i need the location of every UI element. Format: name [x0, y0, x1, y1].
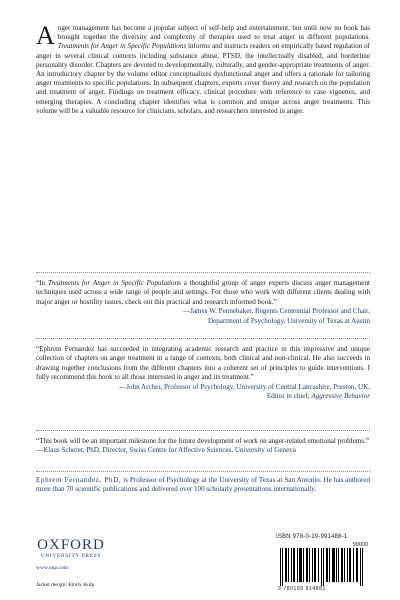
quote-attribution: —James W. Pennebaker, Regents Centennial Professor and Chair,: [183, 307, 370, 316]
author-name: Ephrem Fernandez, PhD,: [36, 476, 122, 484]
attribution-role: Editor in chief,: [266, 392, 312, 401]
divider: [36, 430, 370, 431]
logo-main-text: OXFORD: [37, 537, 105, 553]
divider: [36, 471, 370, 472]
quote-attribution: —John Archer, Professor of Psychology, University of Central Lancashire, Preston, UK,: [119, 382, 370, 391]
quote-attribution: —Klaus Scherer, PhD, Director, Swiss Centre for Affective Sciences, University of Geneva: [36, 446, 296, 455]
quote-attribution-affiliation: Department of Psychology, University of Texas at Austin: [207, 316, 370, 325]
attribution-journal: Aggressive Behavior: [311, 392, 370, 401]
author-bio: [36, 476, 370, 495]
quote-text: a thoughtful group of anger experts discuss anger management techniques used across a wide range of people and settings. For those who work with different clients dealing with major anger or hostility issues, check out this practical and research informed book.”: [36, 279, 370, 306]
divider: [36, 338, 370, 339]
description-book-title: Treatments for Anger in Specific Populations: [57, 42, 187, 51]
price-code: 90000: [352, 542, 368, 548]
endorsement-archer: [36, 345, 370, 401]
endorsement-pennebaker: [36, 279, 370, 326]
description-text-2: informs and instructs readers on empirically based regulation of anger in several clinical contexts including substance abuse, PTSD, the intellectually disabled, and borderline personality disorder. Chapters are devoted to developmentally, culturally, and gender-appropriate treatments of anger. An introductory chapter by the volume editor conceptualizes dysfunctional anger and offers a rationale for tailoring anger treatments to specific populations. In subsequent chapters, experts cover theory and research on the population and treatment of anger. Findings on treatment efficacy, clinical procedure with reference to case vignettes, and emerging therapies. A concluding chapter identifies what is common and unique across anger treatments. This volume will be a valuable resource for clinicians, scholars, and researchers interested in anger.: [36, 42, 370, 115]
quote-attribution-affiliation: [36, 392, 370, 401]
divider: [36, 272, 370, 273]
quote-open: “In: [36, 279, 48, 287]
endorsement-scherer: [36, 437, 370, 456]
isbn-barcode-block: [276, 534, 370, 596]
barcode-icon: [278, 548, 368, 586]
dropcap-letter: A: [36, 21, 55, 50]
barcode-digits: 9 780199 914881: [278, 586, 326, 592]
quote-text: “Ephrem Fernandez has succeeded in integrating academic research and practice in this impressive and unique collection of chapters on anger treatment in a range of contexts, both clinical and non-clinical. He also succeeds in drawing together conclusions from the different chapters into a coherent set of principles to guide interventions. I fully recommend this book to all those interested in anger and its treatment.”: [36, 345, 370, 382]
jacket-design-credit: Jacket design: Emily Kulp: [36, 582, 95, 588]
publisher-url: www.oup.com: [36, 565, 69, 571]
logo-sub-text: UNIVERSITY PRESS: [40, 553, 102, 559]
author-bio-text: is Professor of Psychology at the University of Texas at San Antonio. He has authored more than 70 scientific publications and delivered over 100 scholarly presentations internationally.: [36, 476, 370, 494]
book-description: [36, 21, 370, 116]
isbn-label: ISBN 978-0-19-991488-1: [276, 534, 348, 540]
description-text-1: nger management has become a popular subject of self-help and entertainment, but until now no book has brought together the diversity and complexity of therapies used to treat anger in different populations.: [57, 24, 370, 42]
quote-book-title: Treatments for Anger in Specific Populations: [47, 279, 181, 287]
quote-text: “This book will be an important milestone for the future development of work on anger-related emotional problems.”: [36, 437, 369, 445]
publisher-logo: [36, 538, 106, 560]
